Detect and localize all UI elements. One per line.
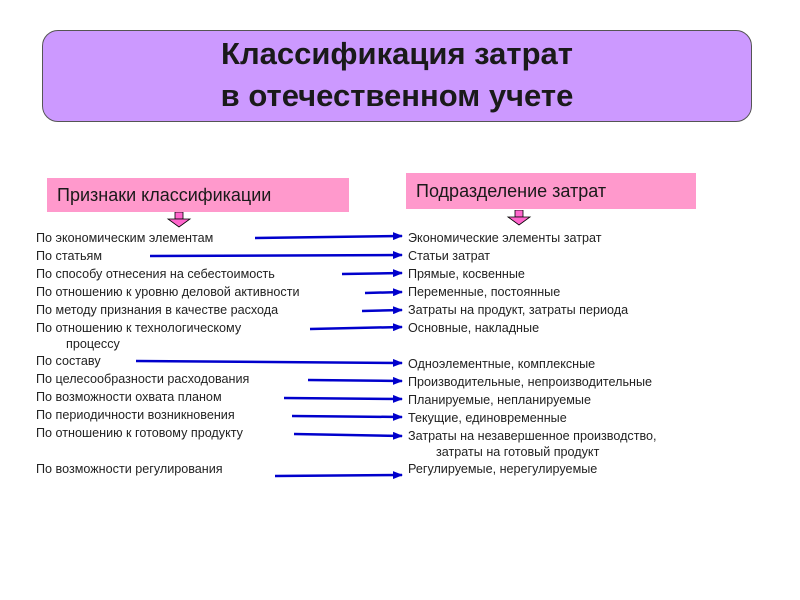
criterion-periodicity: По периодичности возникновения bbox=[36, 408, 235, 422]
subdivision-variable-fixed: Переменные, постоянные bbox=[408, 285, 561, 299]
arrow-recognition-method bbox=[362, 310, 402, 311]
arrow-business-activity bbox=[365, 292, 402, 293]
subdivision-main-overhead: Основные, накладные bbox=[408, 321, 540, 335]
arrow-planning bbox=[284, 398, 402, 399]
criterion-expediency: По целесообразности расходования bbox=[36, 372, 250, 386]
arrow-cost-assignment bbox=[342, 273, 402, 274]
arrow-economic-elements bbox=[255, 236, 402, 238]
arrow-finished-product bbox=[294, 434, 402, 436]
title-line-1: Классификация затрат bbox=[221, 36, 573, 71]
subdivision-product-period: Затраты на продукт, затраты периода bbox=[408, 303, 629, 317]
criteria-header: Признаки классификации bbox=[47, 178, 349, 212]
criterion-planning: По возможности охвата планом bbox=[36, 390, 222, 404]
criterion-finished-product: По отношению к готовому продукту bbox=[36, 426, 243, 440]
criterion-business-activity: По отношению к уровню деловой активности bbox=[36, 285, 300, 299]
subdivision-planned: Планируемые, непланируемые bbox=[408, 393, 591, 407]
subdivision-regulated: Регулируемые, нерегулируемые bbox=[408, 462, 598, 476]
arrow-composition bbox=[136, 361, 402, 363]
subdivision-header: Подразделение затрат bbox=[406, 173, 696, 209]
title-line-2: в отечественном учете bbox=[220, 78, 574, 113]
subdivision-wip-cont: затраты на готовый продукт bbox=[436, 445, 600, 459]
criterion-recognition-method: По методу признания в качестве расхода bbox=[36, 303, 279, 317]
arrow-technological bbox=[310, 327, 402, 329]
criterion-regulation: По возможности регулирования bbox=[36, 462, 223, 476]
subdivision-current-onetime: Текущие, единовременные bbox=[408, 411, 567, 425]
arrow-periodicity bbox=[292, 416, 402, 417]
arrow-articles bbox=[150, 255, 402, 256]
criterion-cost-assignment: По способу отнесения на себестоимость bbox=[36, 267, 275, 281]
subdivision-productive: Производительные, непроизводительные bbox=[408, 375, 653, 389]
criterion-composition: По составу bbox=[36, 354, 101, 368]
criterion-articles: По статьям bbox=[36, 249, 103, 263]
subdivision-direct-indirect: Прямые, косвенные bbox=[408, 267, 525, 281]
subdivision-articles: Статьи затрат bbox=[408, 249, 491, 263]
subdivision-single-complex: Одноэлементные, комплексные bbox=[408, 357, 596, 371]
arrow-expediency bbox=[308, 380, 402, 381]
arrow-regulation bbox=[275, 475, 402, 476]
criterion-technological-cont: процессу bbox=[66, 337, 120, 351]
subdivision-economic-elements: Экономические элементы затрат bbox=[408, 231, 602, 245]
subdivision-wip: Затраты на незавершенное производство, bbox=[408, 429, 657, 443]
criterion-economic-elements: По экономическим элементам bbox=[36, 231, 214, 245]
criterion-technological: По отношению к технологическому bbox=[36, 321, 242, 335]
